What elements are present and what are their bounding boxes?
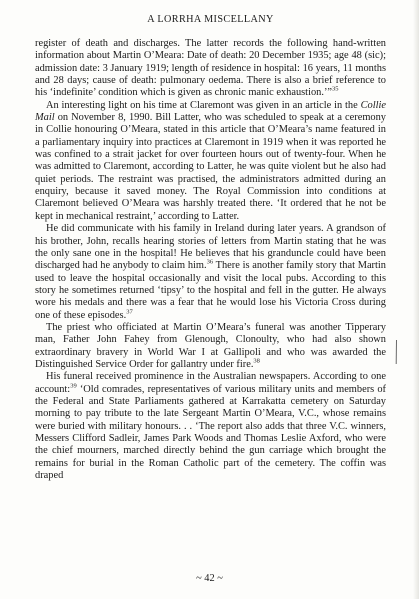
footnote-ref: 36 (206, 258, 214, 266)
text-run: register of death and discharges. The latter records the following hand-written information about Martin O’Meara: Date of death: 20 December 1935; age 48 (sic); admission date: 3 January 1919; length of residence in hospital: 16 years, 11 months and 28 days; cause of death: pulmonary oedema. There is also a brief reference to his ‘indefinite’ condition which is given as chronic manic exhaustion.’” (35, 38, 386, 99)
paragraph (35, 322, 386, 371)
paragraph (35, 371, 386, 482)
running-title: A LORRHA MISCELLANY (147, 14, 274, 25)
publication-title: Collie Mail (35, 99, 386, 124)
text-run: His funeral received prominence in the Australian newspapers. According to one account: (35, 371, 386, 395)
paragraph (35, 38, 386, 100)
footnote-ref: 38 (253, 357, 260, 365)
page-gutter-shadow (413, 0, 419, 599)
text-run: ‘Old comrades, representatives of various military units and members of the Federal and State Parliaments gathered at Karrakatta cemetery on Saturday morning to pay tribute to the late Sergeant Martin O’Meara, V.C., whose remains were buried with military honours. . . ‘The report also adds that three V.C. winners, Messers Clifford Sadleir, James Park Woods and Thomas Leslie Axford, who were the chief mourners, marched directly behind the gun carriage which brought the remains for burial in the Roman Catholic part of the cemetery. The coffin was draped (35, 383, 386, 482)
footnote-ref: 35 (332, 85, 339, 93)
text-run: An interesting light on his time at Claremont was given in an article in the (46, 99, 361, 111)
text-run: He did communicate with his family in Ireland during later years. A grandson of his brother, John, recalls hearing stories of letters from Martin stating that he was the only sane one in the hospital! He believes that his granduncle could have been discharged had he anybody to claim him. (35, 223, 386, 272)
paragraph (35, 100, 386, 223)
footnote-ref: 39 (70, 382, 77, 390)
text-run: The priest who officiated at Martin O’Meara’s funeral was another Tipperary man, Father John Fahey from Glenough, Clonoulty, who had also shown extraordinary bravery in World War I at Gallipoli and who was awarded the Distinguished Service Order for gallantry under fire. (35, 321, 386, 370)
margin-pen-mark (395, 340, 398, 364)
paragraph (35, 223, 386, 322)
page-number: ~ 42 ~ (196, 573, 223, 584)
body-text (35, 38, 386, 482)
text-run: on November 8, 1990. Bill Latter, who was scheduled to speak at a ceremony in Collie honouring O’Meara, stated in this article that O’Meara’s name featured in a parliamentary inquiry into practices at Claremont in 1919 when it was reported he was confined to a strait jacket for over fourteen hours out of twenty-four. When he was admitted to Claremont, according to Latter, he was quite violent but he also had quiet periods. The restraint was practised, the administrators admitted during an enquiry, because it saved money. The Royal Commission into conditions at Claremont believed O’Meara was harshly treated there. ‘It ordered that he not be kept in mechanical restraint,’ according to Latter. (35, 112, 386, 222)
text-run: There is another family story that Martin used to leave the hospital occasionally and visit the local pubs. According to this story he sometimes returned ‘tipsy’ to the hospital and fell in the gutter. He always wore his medals and there was a fear that he would lose his Victoria Cross during one of these episodes. (35, 260, 386, 321)
footnote-ref: 37 (126, 308, 133, 316)
